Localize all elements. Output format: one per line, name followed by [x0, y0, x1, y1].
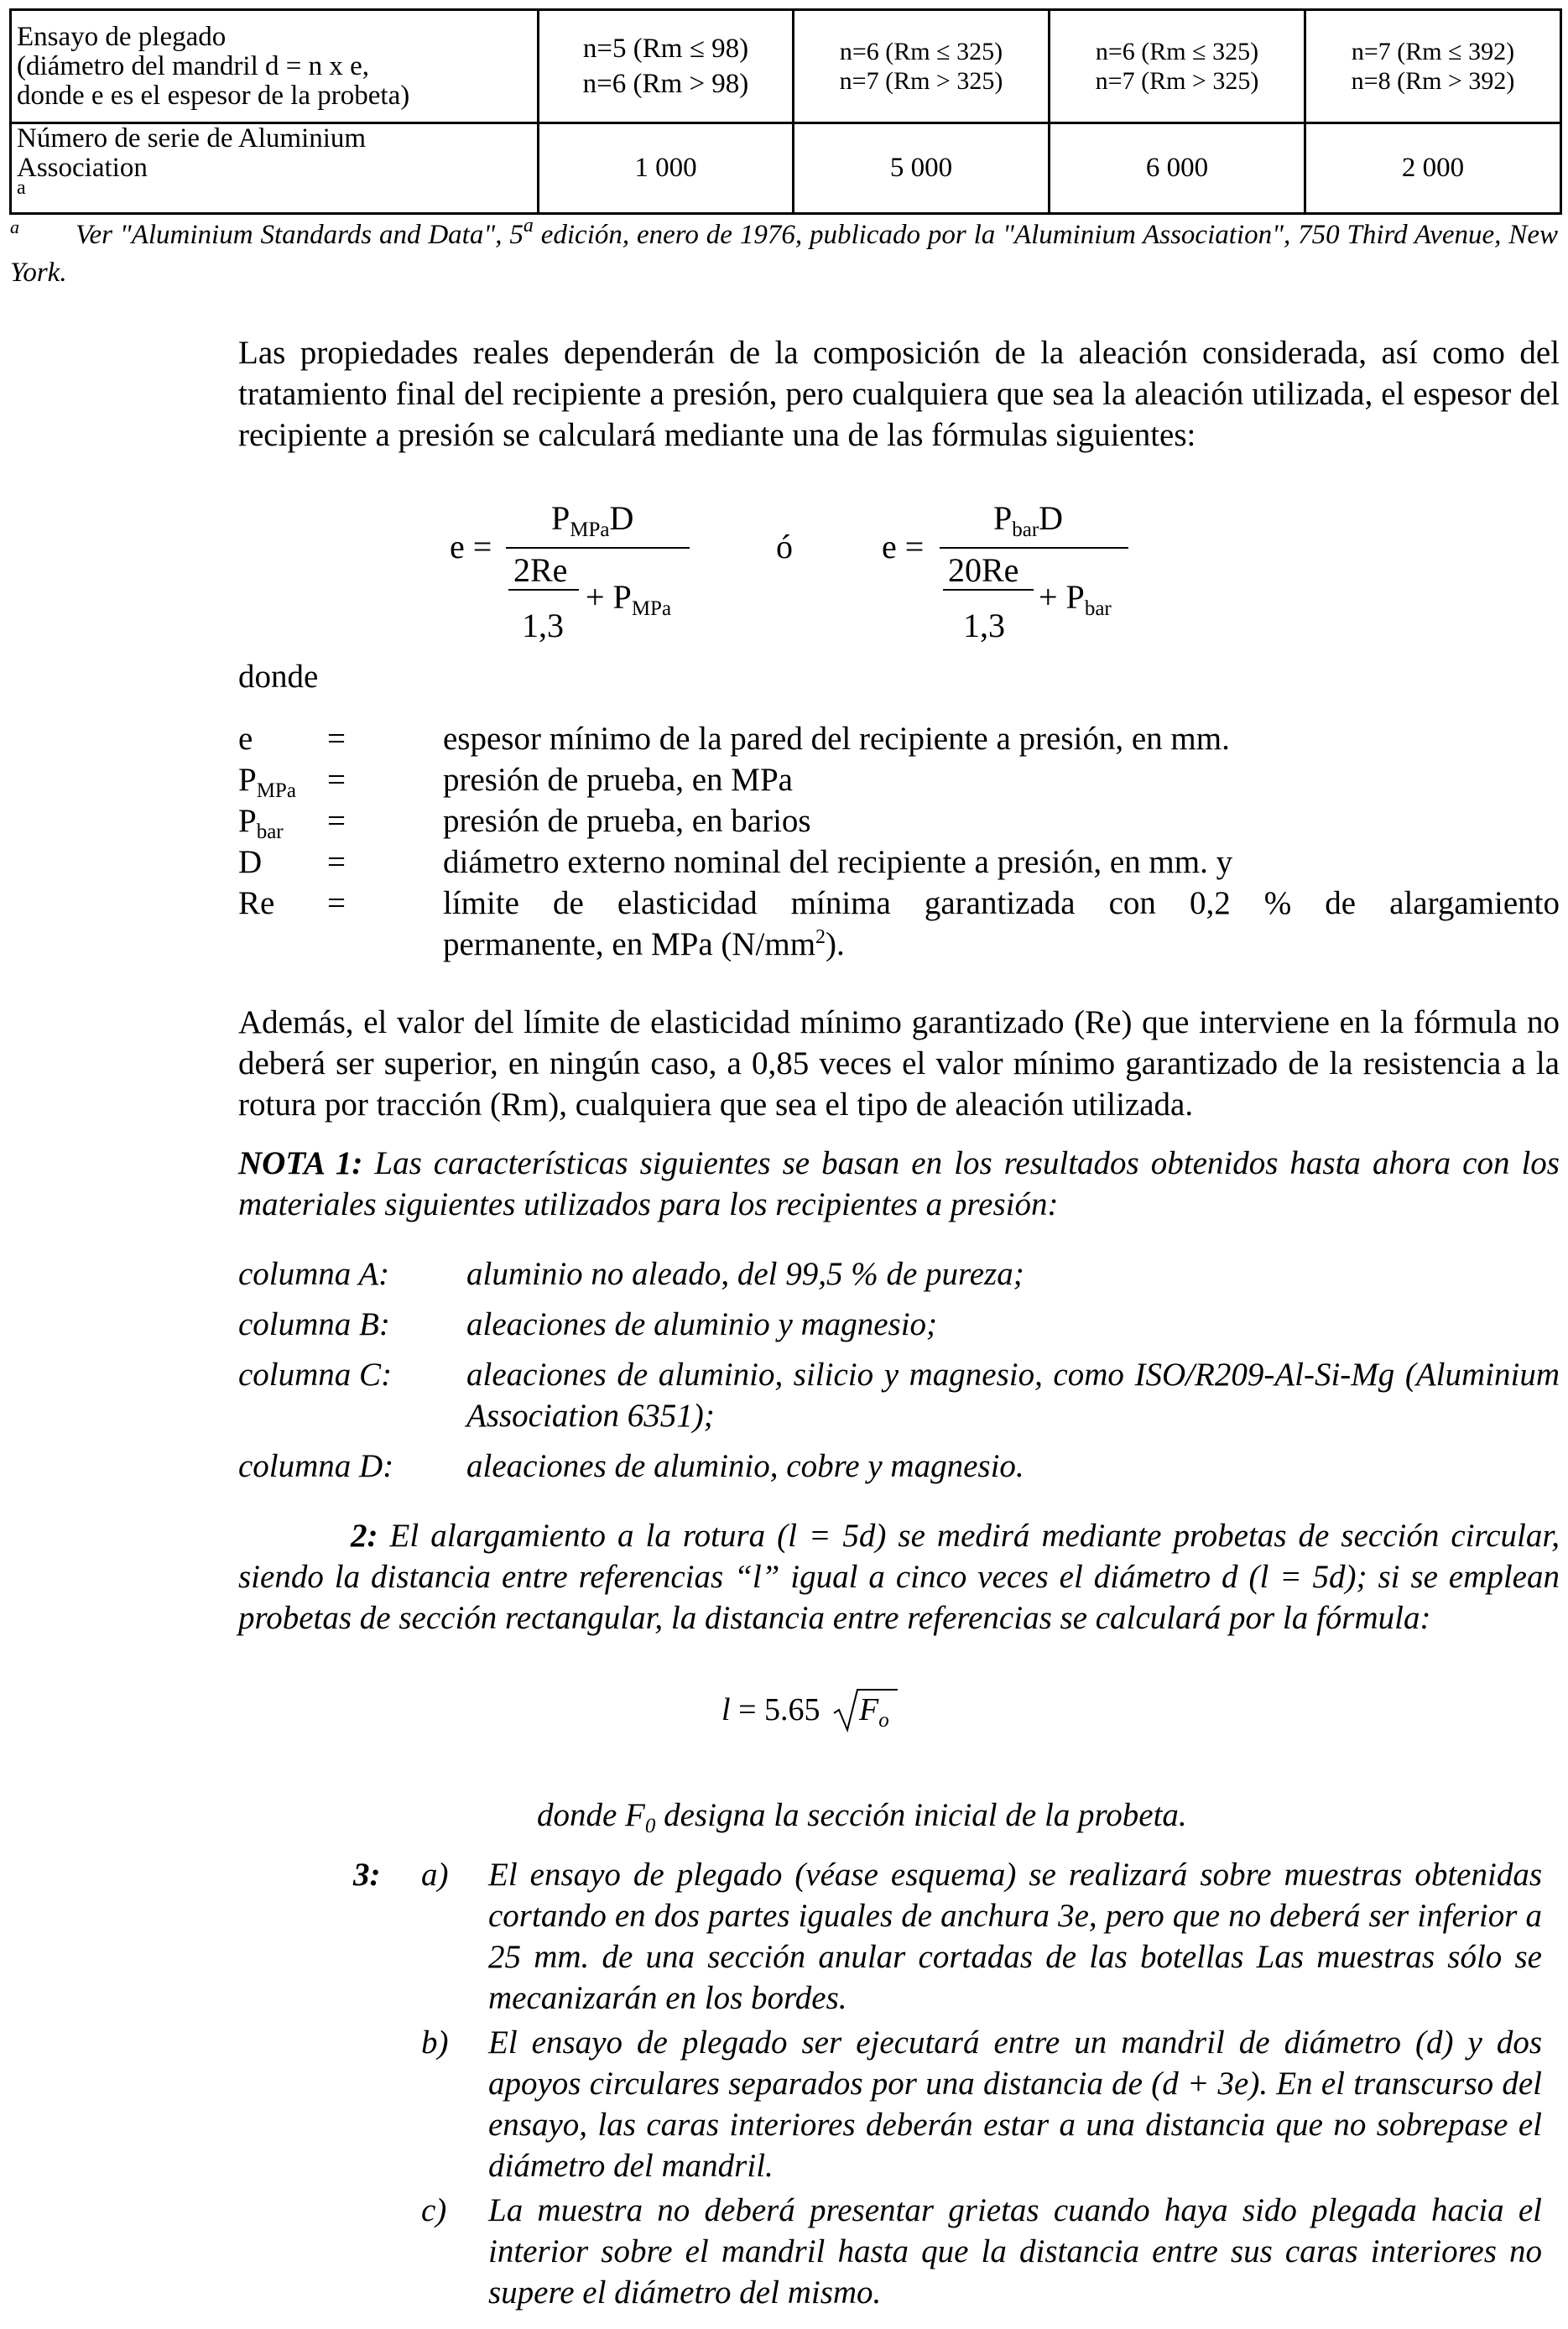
properties-table — [9, 8, 1562, 215]
formula2-den-bottom: 1,3 — [963, 607, 1005, 644]
formula2-den-top: 20Re — [948, 551, 1019, 589]
table-cell: 1 000 — [539, 123, 794, 214]
table-cell: n=5 (Rm ≤ 98) n=6 (Rm > 98) — [539, 10, 794, 123]
table-row — [11, 10, 1561, 123]
table-cell: n=6 (Rm ≤ 325) n=7 (Rm > 325) — [794, 10, 1050, 123]
fraction-bar — [508, 589, 579, 591]
formula-fo: $F_o$ — [859, 1692, 889, 1732]
formula-e-equals: e = — [450, 528, 492, 565]
donde-f0: donde $F_0$ designa la sección inicial de la probeta. — [537, 1797, 1187, 1837]
formula-or: ó — [776, 528, 793, 565]
row-label-series-number: Número de serie de Aluminium Association $^a$ — [11, 123, 539, 214]
formula-e-equals: e = — [882, 528, 925, 565]
fraction-bar — [940, 547, 1128, 549]
formula1-numerator: $P_{MPa}D$ — [551, 499, 634, 541]
formula-elongation: l = 5.65 — [721, 1692, 820, 1727]
table-footnote: a Ver "Aluminium Standards and Data", 5$^a$ edición, enero de 1976, publicado por la "Aluminium Association", 750 Third Avenue, New York. — [10, 215, 1558, 288]
fraction-bar — [506, 547, 690, 549]
row-label-bend-test: Ensayo de plegado (diámetro del mandril d = n x e, donde e es el espesor de la probeta) — [11, 10, 539, 123]
table-cell: n=6 (Rm ≤ 325) n=7 (Rm > 325) — [1050, 10, 1305, 123]
nota-1: NOTA 1: Las características siguientes se basan en los resultados obtenidos hasta ahora con los materiales siguientes utilizados para los recipientes a presión: — [238, 1145, 1560, 1222]
formula1-plus-p: + $P_{MPa}$ — [586, 578, 672, 620]
table-cell: 6 000 — [1050, 123, 1305, 214]
table-cell: 5 000 — [794, 123, 1050, 214]
donde-label: donde — [238, 659, 319, 695]
fraction-bar — [943, 589, 1034, 591]
formula1-den-top: 2Re — [513, 551, 568, 589]
document-page: Ensayo de plegado (diámetro del mandril d = n x e, donde e es el espesor de la probeta) n=5 (Rm ≤ 98) n=6 (Rm > 98) n=6 (Rm ≤ 325) n=7 (Rm > 325) n=6 (Rm ≤ 325) n=7 (Rm > 325) n=7 (Rm ≤ 392) n=8 (Rm > 392) Número de serie de Aluminium Association $^a$ 1 000 5 000 6 000 2 000 a Ver "Aluminium Standards and Data", 5$^a$ edición, enero de 1976, publicado por la "Aluminium Association", 750 Third Avenue, New York. Las propiedades reales dependerán de la composición de la aleación considerada, así como del tratamiento final del recipiente a presión, pero cualquiera que sea la aleación utilizada, el espesor del recipiente a presión se calculará mediante una de las fórmulas siguientes: e = $P_{MPa}D$ 2Re 1,3 + $P_{MPa}$ ó e = $P_{bar}D$ 20Re 1,3 + $P_{bar}$ donde e = espesor mínimo de la pared del recipiente a presión, en mm. $P_{MPa}$ = presión de prueba, en MPa $P_{bar}$ = presión de prueba, en barios D = diámetro externo nominal del recipiente a presión, en mm. y Re = límite de elasticidad mínima garantizada con 0,2 % de alargamiento permanente, en MPa $(N/mm^2)$. Además, el valor del límite de elasticidad mínimo garantizado (Re) que interviene en la fórmula no deberá ser superior, en ningún caso, a 0,85 veces el valor mínimo garantizado de la resistencia a la rotura por tracción (Rm), cualquiera que sea el tipo de aleación utilizada. NOTA 1: Las características siguientes se basan en los resultados obtenidos hasta ahora con los materiales siguientes utilizados para los recipientes a presión: columna A: aluminio no aleado, del 99,5 % de pureza; columna B: aleaciones de aluminio y magnesio; columna C: aleaciones de aluminio, silicio y magnesio, como ISO/R209-Al-Si-Mg (Aluminium Association 6351); columna D: aleaciones de aluminio, cobre y magnesio. 2: El alargamiento a la rotura (l = 5d) se medirá mediante probetas de sección circular, siendo la distancia entre referencias “l” igual a cinco veces el diámetro d (l = 5d); si se emplean probetas de sección rectangular, la distancia entre referencias se calculará por la fórmula: l = 5.65 $F_o$ donde $F_0$ designa la sección inicial de la probeta. 3: a) El ensayo de plegado (véase esquema) se realizará sobre muestras obtenidas cortando en dos partes iguales de anchura 3e, pero que no deberá ser inferior a 25 mm. de una sección anular cortadas de las botellas Las muestras sólo se mecanizarán en los bordes. b) El ensayo de plegado ser ejecutará entre un mandril de diámetro (d) y dos apoyos circulares separados por una distancia de (d + 3e). En el transcurso del ensayo, las caras interiores deberán estar a una distancia que no sobrepase el diámetro del mandril. c) La muestra no deberá presentar grietas cuando haya sido plegada hacia el interior sobre el mandril hasta que la distancia entre sus caras interiores no supere el diámetro del mismo. — [0, 0, 1568, 2329]
formula2-numerator: $P_{bar}D$ — [993, 499, 1064, 541]
nota-3-label: 3: — [353, 1857, 381, 1893]
table-row — [11, 123, 1561, 214]
ademas-paragraph: Además, el valor del límite de elasticidad mínimo garantizado (Re) que interviene en la fórmula no deberá ser superior, en ningún caso, a 0,85 veces el valor mínimo garantizado de la resistencia a la rotura por tracción (Rm), cualquiera que sea el tipo de aleación utilizada. — [238, 1004, 1560, 1123]
table-cell: n=7 (Rm ≤ 392) n=8 (Rm > 392) — [1305, 10, 1561, 123]
table-cell: 2 000 — [1305, 123, 1561, 214]
nota-2: 2: El alargamiento a la rotura (l = 5d) se medirá mediante probetas de sección circular, siendo la distancia entre referencias “l” igual a cinco veces el diámetro d (l = 5d); si se emplean probetas de sección rectangular, la distancia entre referencias se calculará por la fórmula: — [238, 1518, 1560, 1636]
intro-paragraph: Las propiedades reales dependerán de la composición de la aleación considerada, así como del tratamiento final del recipiente a presión, pero cualquiera que sea la aleación utilizada, el espesor del recipiente a presión se calculará mediante una de las fórmulas siguientes: — [238, 335, 1560, 453]
formula1-den-bottom: 1,3 — [522, 607, 564, 644]
formula2-plus-p: + $P_{bar}$ — [1039, 578, 1112, 620]
